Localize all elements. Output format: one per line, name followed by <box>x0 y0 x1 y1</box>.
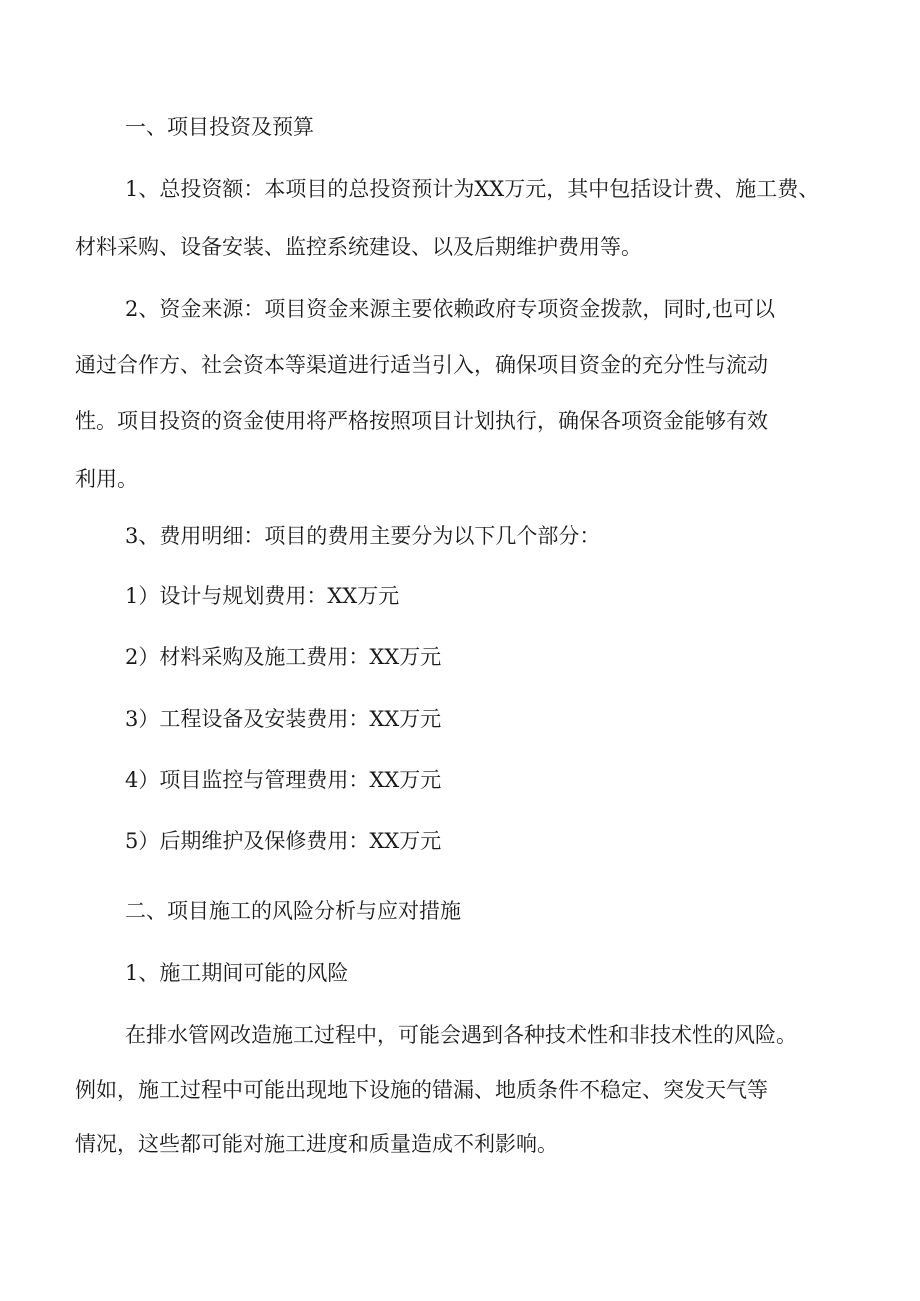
cost-item-3: 3）工程设备及安装费用：XX万元 <box>125 707 442 731</box>
cost-item-5: 5）后期维护及保修费用：XX万元 <box>125 829 442 853</box>
cost-item-4: 4）项目监控与管理费用：XX万元 <box>125 768 442 792</box>
funding-source-line-1: 2、资金来源：项目资金来源主要依赖政府专项资金拨款，同时,也可以 <box>125 297 776 321</box>
funding-source-line-3: 性。项目投资的资金使用将严格按照项目计划执行，确保各项资金能够有效 <box>75 409 768 433</box>
risk-paragraph-line-2: 例如，施工过程中可能出现地下设施的错漏、地质条件不稳定、突发天气等 <box>75 1078 768 1102</box>
cost-breakdown-intro: 3、费用明细：项目的费用主要分为以下几个部分： <box>125 524 601 548</box>
section-2-heading: 二、项目施工的风险分析与应对措施 <box>125 899 461 923</box>
cost-item-2: 2）材料采购及施工费用：XX万元 <box>125 645 442 669</box>
risk-subheading: 1、施工期间可能的风险 <box>125 961 349 985</box>
risk-paragraph-line-1: 在排水管网改造施工过程中，可能会遇到各种技术性和非技术性的风险。 <box>125 1023 797 1047</box>
funding-source-line-4: 利用。 <box>75 467 138 491</box>
total-investment-line-1: 1、总投资额：本项目的总投资预计为XX万元，其中包括设计费、施工费、 <box>125 177 820 201</box>
total-investment-line-2: 材料采购、设备安装、监控系统建设、以及后期维护费用等。 <box>75 235 642 259</box>
cost-item-1: 1）设计与规划费用：XX万元 <box>125 584 400 608</box>
funding-source-line-2: 通过合作方、社会资本等渠道进行适当引入，确保项目资金的充分性与流动 <box>75 353 768 377</box>
section-1-heading: 一、项目投资及预算 <box>125 115 314 139</box>
risk-paragraph-line-3: 情况，这些都可能对施工进度和质量造成不利影响。 <box>75 1132 558 1156</box>
